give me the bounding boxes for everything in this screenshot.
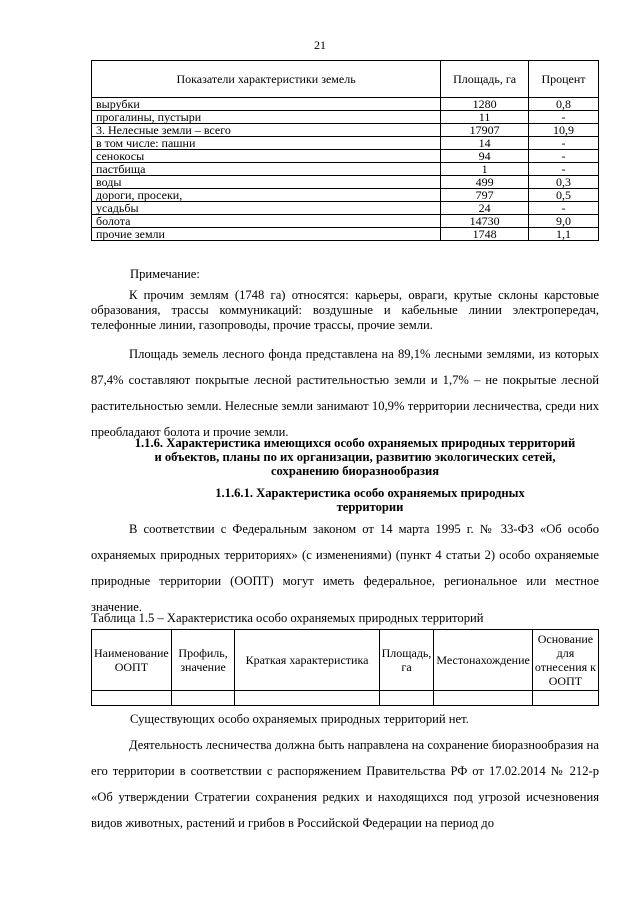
column-header: Местонахождение bbox=[434, 630, 532, 691]
column-header: Площадь, га bbox=[441, 61, 529, 98]
table-cell: - bbox=[529, 111, 599, 124]
column-header: Показатели характеристики земель bbox=[92, 61, 441, 98]
table-cell: - bbox=[529, 137, 599, 150]
paragraph-law: В соответствии с Федеральным законом от 14 марта 1995 г. № 33-ФЗ «Об особо охраняемых природных территориях» (с изменениями) (пункт 4 статьи 2) особо охраняемые природные территории (ООПТ) могут иметь федеральное, региональное или местное значение. bbox=[91, 522, 599, 614]
table-cell: 1748 bbox=[441, 228, 529, 241]
paragraph-forest-area: Площадь земель лесного фонда представлена на 89,1% лесными землями, из которых 87,4% составляют покрытые лесной растительностью земли и 1,7% – не покрытые лесной растительностью земли. Нелесные земли занимают 10,9% территории лесничества, среди них преобладают болота и прочие земли. bbox=[91, 347, 599, 439]
table-cell: - bbox=[529, 202, 599, 215]
table-cell bbox=[434, 691, 532, 706]
table-cell: вырубки bbox=[92, 98, 441, 111]
paragraph-no-oopt: Существующих особо охраняемых природных территорий нет. bbox=[130, 712, 469, 726]
table-cell: 14730 bbox=[441, 215, 529, 228]
section-heading-1-1-6: 1.1.6. Характеристика имеющихся особо охраняемых природных территорий и объектов, планы по их организации, развитию экологических сетей, сохранению биоразнообразия bbox=[134, 436, 576, 478]
table-cell: 0,3 bbox=[529, 176, 599, 189]
table-row bbox=[92, 124, 599, 137]
table-cell: воды bbox=[92, 176, 441, 189]
paragraph-other-lands: К прочим землям (1748 га) относятся: карьеры, овраги, крутые склоны карстовые образования, трассы коммуникаций: воздушные и кабельные линии электропередач, телефонные линии, газопроводы, прочие трассы, прочие земли. bbox=[91, 288, 599, 332]
column-header: Процент bbox=[529, 61, 599, 98]
table-cell bbox=[379, 691, 434, 706]
table-cell: - bbox=[529, 150, 599, 163]
table-header-row bbox=[92, 630, 599, 691]
column-header: Основание для отнесения к ООПТ bbox=[532, 630, 598, 691]
table-cell: 499 bbox=[441, 176, 529, 189]
column-header: Наименование ООПТ bbox=[92, 630, 172, 691]
table-cell: 24 bbox=[441, 202, 529, 215]
table-cell: в том числе: пашни bbox=[92, 137, 441, 150]
table-cell: сенокосы bbox=[92, 150, 441, 163]
table-cell: 1 bbox=[441, 163, 529, 176]
table-cell: 94 bbox=[441, 150, 529, 163]
table-row bbox=[92, 137, 599, 150]
table-caption: Таблица 1.5 – Характеристика особо охраняемых природных территорий bbox=[91, 611, 484, 625]
land-characteristics-table bbox=[91, 60, 599, 241]
table-cell: 1280 bbox=[441, 98, 529, 111]
table-cell: прогалины, пустыри bbox=[92, 111, 441, 124]
table-cell: 9,0 bbox=[529, 215, 599, 228]
table-cell: прочие земли bbox=[92, 228, 441, 241]
table-cell: усадьбы bbox=[92, 202, 441, 215]
table-cell: 11 bbox=[441, 111, 529, 124]
table-row-empty bbox=[92, 691, 599, 706]
section-heading-1-1-6-1: 1.1.6.1. Характеристика особо охраняемых природных территории bbox=[215, 486, 525, 514]
table-cell: - bbox=[529, 163, 599, 176]
column-header: Площадь, га bbox=[379, 630, 434, 691]
table-cell: 1,1 bbox=[529, 228, 599, 241]
table-cell: 14 bbox=[441, 137, 529, 150]
table-row bbox=[92, 202, 599, 215]
table-cell: 10,9 bbox=[529, 124, 599, 137]
table-row bbox=[92, 189, 599, 202]
table-cell: 0,5 bbox=[529, 189, 599, 202]
column-header: Профиль, значение bbox=[171, 630, 235, 691]
table-cell bbox=[92, 691, 172, 706]
table-row bbox=[92, 215, 599, 228]
table-cell bbox=[235, 691, 379, 706]
table-header-row bbox=[92, 61, 599, 98]
note-label: Примечание: bbox=[130, 267, 200, 281]
page-number: 21 bbox=[314, 38, 326, 52]
table-row bbox=[92, 163, 599, 176]
table-cell bbox=[532, 691, 598, 706]
paragraph-activity: Деятельность лесничества должна быть направлена на сохранение биоразнообразия на его территории в соответствии с распоряжением Правительства РФ от 17.02.2014 № 212-р «Об утверждении Стратегии сохранения редких и находящихся под угрозой исчезновения видов животных, растений и грибов в Российской Федерации на период до bbox=[91, 738, 599, 830]
column-header: Краткая характеристика bbox=[235, 630, 379, 691]
table-row bbox=[92, 98, 599, 111]
table-cell: 17907 bbox=[441, 124, 529, 137]
table-cell: 0,8 bbox=[529, 98, 599, 111]
table-row bbox=[92, 176, 599, 189]
table-cell: пастбища bbox=[92, 163, 441, 176]
table-cell bbox=[171, 691, 235, 706]
table-row bbox=[92, 150, 599, 163]
table-row bbox=[92, 228, 599, 241]
table-cell: 3. Нелесные земли – всего bbox=[92, 124, 441, 137]
table-row bbox=[92, 111, 599, 124]
table-cell: 797 bbox=[441, 189, 529, 202]
table-cell: болота bbox=[92, 215, 441, 228]
table-cell: дороги, просеки, bbox=[92, 189, 441, 202]
oopt-table bbox=[91, 629, 599, 706]
